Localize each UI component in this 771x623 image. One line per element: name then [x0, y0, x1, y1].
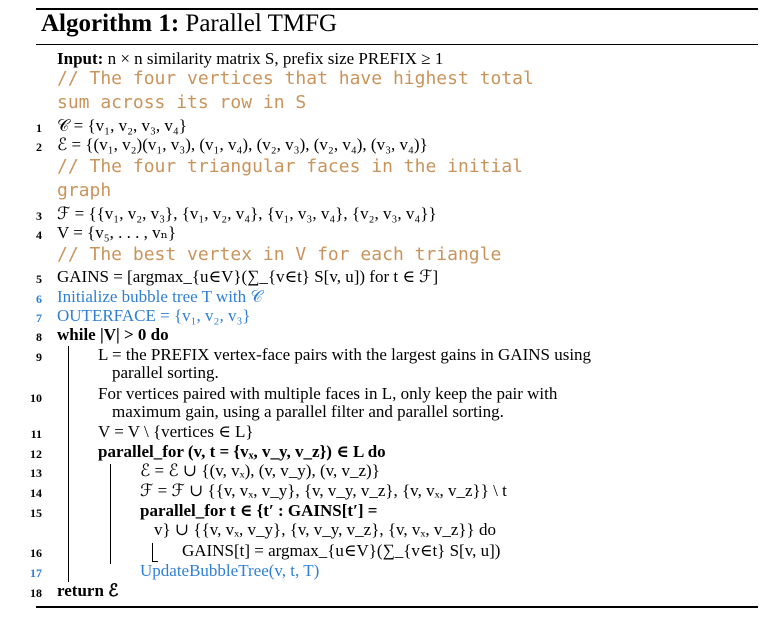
code-line-4: V = {v₅, . . . , vₙ}: [57, 223, 177, 242]
line-number: 15: [30, 506, 42, 520]
code-line-3: ℱ = {{v₁, v₂, v₃}, {v₁, v₂, v₄}, {v₁, v₃, v₄}, {v₂, v₃, v₄}}: [57, 204, 437, 223]
line-number: 7: [36, 311, 42, 325]
title-rule: [36, 44, 758, 45]
code-line-5: GAINS = [argmax_{u∈V}(∑_{v∈t} S[v, u]) for t ∈ ℱ]: [57, 267, 439, 286]
comment-3: // The best vertex in V for each triangle: [57, 244, 502, 265]
code-line-18: return ℰ: [57, 581, 119, 600]
code-line-11: V = V \ {vertices ∈ L}: [98, 422, 254, 441]
code-line-13: ℰ = ℰ ∪ {(v, vₓ), (v, v_y), (v, v_z)}: [140, 461, 380, 480]
algorithm-title: [41, 10, 337, 38]
code-line-14: ℱ = ℱ ∪ {{v, vₓ, v_y}, {v, v_y, v_z}, {v, vₓ, v_z}} \ t: [140, 481, 507, 500]
line-number: 14: [30, 486, 42, 500]
line-number: 9: [36, 350, 42, 364]
comment-2a: // The four triangular faces in the initial: [57, 156, 523, 177]
code-line-9-cont: parallel sorting.: [112, 363, 219, 382]
line-number: 4: [36, 228, 42, 242]
line-number: 3: [36, 209, 42, 223]
code-line-9: L = the PREFIX vertex-face pairs with the largest gains in GAINS using: [98, 345, 592, 364]
algorithm-name: Parallel TMFG: [185, 10, 338, 37]
input-line: [57, 49, 443, 69]
code-line-10: For vertices paired with multiple faces in L, only keep the pair with: [98, 384, 558, 403]
bottom-rule: [36, 606, 758, 608]
parallel-for-scope-bar: [110, 464, 111, 564]
while-scope-bar: [68, 346, 69, 582]
line-number: 13: [30, 466, 42, 480]
line-number: 16: [30, 546, 42, 560]
line-number: 8: [36, 330, 42, 344]
line-number: 6: [36, 292, 42, 306]
input-text: n × n similarity matrix S, prefix size PREFIX ≥ 1: [107, 49, 444, 68]
inner-for-scope-bar: [152, 543, 153, 561]
line-number: 10: [30, 391, 42, 405]
code-line-15: parallel_for t ∈ {t′ : GAINS[t′] =: [140, 501, 378, 520]
code-line-17: UpdateBubbleTree(v, t, T): [140, 561, 320, 580]
line-number: 1: [36, 121, 42, 135]
line-number: 11: [30, 427, 42, 441]
algorithm-block: [30, 8, 758, 608]
algorithm-label: Algorithm 1:: [41, 10, 180, 37]
code-line-10-cont: maximum gain, using a parallel filter and parallel sorting.: [112, 402, 504, 421]
code-line-15-cont: v} ∪ {{v, vₓ, v_y}, {v, v_y, v_z}, {v, vₓ, v_z}} do: [154, 520, 496, 539]
line-number: 2: [36, 140, 42, 154]
line-number: 5: [36, 272, 42, 286]
code-line-16: GAINS[t] = argmax_{u∈V}(∑_{v∈t} S[v, u]): [182, 541, 501, 560]
comment-2b: graph: [57, 180, 112, 201]
comment-1a: // The four vertices that have highest total: [57, 68, 534, 89]
input-label: Input:: [57, 49, 104, 68]
code-line-1: 𝒞 = {v₁, v₂, v₃, v₄}: [57, 116, 188, 135]
code-line-6: Initialize bubble tree T with 𝒞: [57, 287, 263, 306]
code-line-8: while |V| > 0 do: [57, 325, 169, 344]
code-line-2: ℰ = {(v₁, v₂)(v₁, v₃), (v₁, v₄), (v₂, v₃), (v₂, v₄), (v₃, v₄)}: [57, 135, 428, 154]
code-line-12: parallel_for (v, t = {vₓ, v_y, v_z}) ∈ L do: [98, 442, 386, 461]
code-line-7: OUTERFACE = {v₁, v₂, v₃}: [57, 306, 251, 325]
line-number: 12: [30, 447, 42, 461]
line-number: 17: [30, 566, 42, 580]
comment-1b: sum across its row in S: [57, 92, 307, 113]
line-number: 18: [30, 586, 42, 600]
